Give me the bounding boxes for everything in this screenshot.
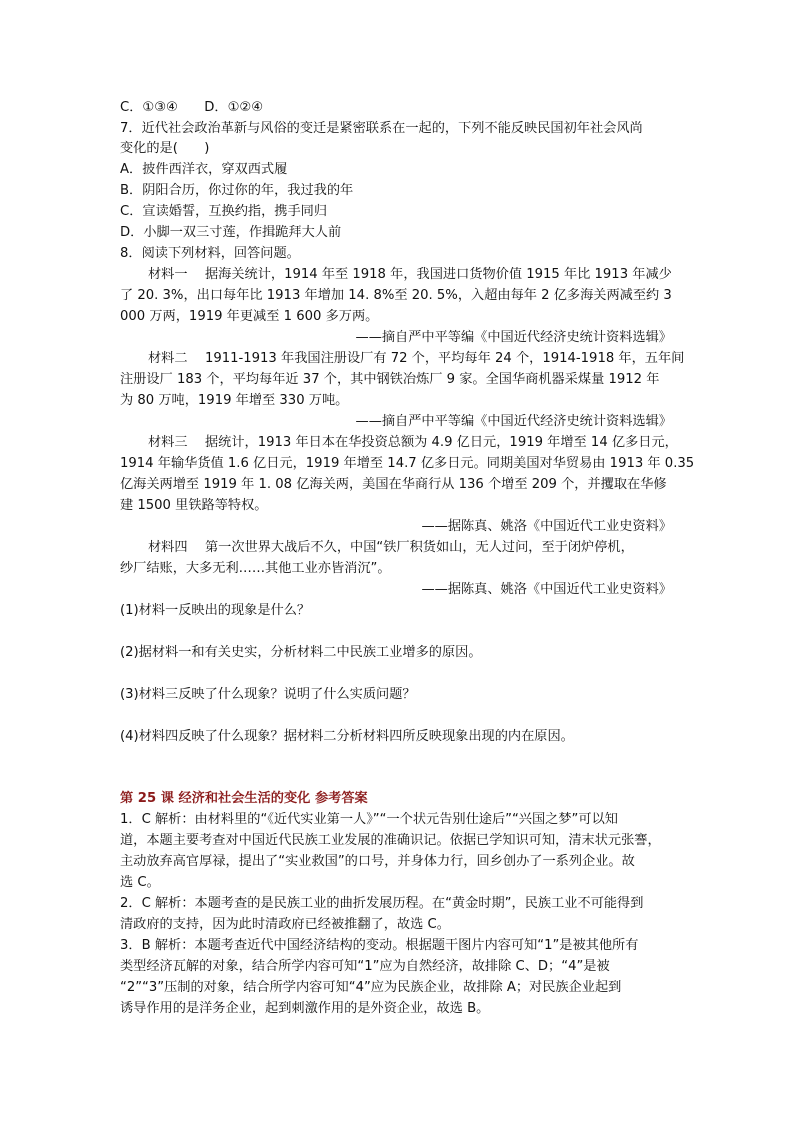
- answer1-line: 主动放弃高官厚禄，提出了“实业救国”的口号，并身体力行，回乡创办了一系列企业。故: [120, 854, 635, 869]
- material3-line: 亿海关两增至 1919 年 1. 08 亿海关两，美国在华商行从 136 个增至 209 个，并攫取在华修: [120, 477, 667, 492]
- material1-line: 了 20. 3%，出口每年比 1913 年增加 14. 8%至 20. 5%，入超由每年 2 亿多海关两减至约 3: [120, 288, 672, 303]
- answer1-line: 道，本题主要考查对中国近代民族工业发展的准确识记。依据已学知识可知，清末状元张謇，: [120, 833, 661, 848]
- answer-heading: 第 25 课 经济和社会生活的变化 参考答案: [120, 791, 368, 806]
- answer3-line: 类型经济瓦解的对象，结合所学内容可知“1”应为自然经济，故排除 C、D；“4”是被: [120, 959, 610, 974]
- q7-option-a: A．披件西洋衣，穿双西式履: [120, 162, 288, 177]
- q7-stem-line1: 7．近代社会政治革新与风俗的变迁是紧密联系在一起的，下列不能反映民国初年社会风尚: [120, 121, 643, 136]
- material2-line: 注册设厂 183 个，平均每年近 37 个，其中钢铁冶炼厂 9 家。全国华商机器采煤量 1912 年: [120, 372, 660, 387]
- material1-source: ——摘自严中平等编《中国近代经济史统计资料选辑》: [355, 330, 672, 345]
- q8-subquestion-2: (2)据材料一和有关史实，分析材料二中民族工业增多的原因。: [120, 645, 482, 660]
- answer2-line: 清政府的支持，因为此时清政府已经被推翻了，故选 C。: [120, 917, 450, 932]
- material1-line: 000 万两，1919 年更减至 1 600 多万两。: [120, 309, 379, 324]
- material3-source: ——据陈真、姚洛《中国近代工业史资料》: [421, 519, 672, 534]
- material4-line: 纱厂结账，大多无利……其他工业亦皆消沉”。: [120, 561, 391, 576]
- q8-subquestion-3: (3)材料三反映了什么现象？说明了什么实质问题？: [120, 687, 416, 702]
- answer3-line: “2”“3”压制的对象，结合所学内容可知“4”应为民族企业，故排除 A；对民族企业起到: [120, 980, 622, 995]
- material3-line: 材料三 据统计，1913 年日本在华投资总额为 4.9 亿日元，1919 年增至 14 亿多日元，: [148, 435, 678, 450]
- material1-line: 材料一 据海关统计，1914 年至 1918 年，我国进口货物价值 1915 年比 1913 年减少: [148, 267, 672, 282]
- material3-line: 1914 年输华货值 1.6 亿日元，1919 年增至 14.7 亿多日元。同期美国对华贸易由 1913 年 0.35: [120, 456, 695, 471]
- answer2-line: 2．C 解析：本题考查的是民族工业的曲折发展历程。在“黄金时期”，民族工业不可能得到: [120, 896, 644, 911]
- q8-subquestion-1: (1)材料一反映出的现象是什么？: [120, 603, 311, 618]
- answer1-line: 1．C 解析：由材料里的“《近代实业第一人》”“一个状元告别仕途后”“兴国之梦”可以知: [120, 812, 618, 827]
- material2-line: 材料二 1911-1913 年我国注册设厂有 72 个，平均每年 24 个，1914-1918 年，五年间: [148, 351, 685, 366]
- answer3-line: 诱导作用的是洋务企业，起到刺激作用的是外资企业，故选 B。: [120, 1001, 490, 1016]
- material3-line: 建 1500 里铁路等特权。: [120, 498, 268, 513]
- answer3-line: 3．B 解析：本题考查近代中国经济结构的变动。根据题干图片内容可知“1”是被其他所有: [120, 938, 639, 953]
- material4-source: ——据陈真、姚洛《中国近代工业史资料》: [421, 582, 672, 597]
- material4-line: 材料四 第一次世界大战后不久，中国“铁厂积货如山，无人过问，至于闭炉停机，: [148, 540, 634, 555]
- q8-subquestion-4: (4)材料四反映了什么现象？据材料二分析材料四所反映现象出现的内在原因。: [120, 729, 574, 744]
- q8-stem: 8．阅读下列材料，回答问题。: [120, 246, 300, 261]
- q7-option-b: B．阴阳合历，你过你的年，我过我的年: [120, 183, 354, 198]
- q6-options-cd: C．①③④ D．①②④: [120, 100, 264, 115]
- q7-option-c: C．宣读婚誓，互换约指，携手同归: [120, 204, 328, 219]
- q7-stem-line2: 变化的是( ): [120, 141, 210, 156]
- answer1-line: 选 C。: [120, 875, 160, 890]
- material2-line: 为 80 万吨，1919 年增至 330 万吨。: [120, 393, 349, 408]
- q7-option-d: D．小脚一双三寸莲，作揖跪拜大人前: [120, 225, 342, 240]
- material2-source: ——摘自严中平等编《中国近代经济史统计资料选辑》: [355, 414, 672, 429]
